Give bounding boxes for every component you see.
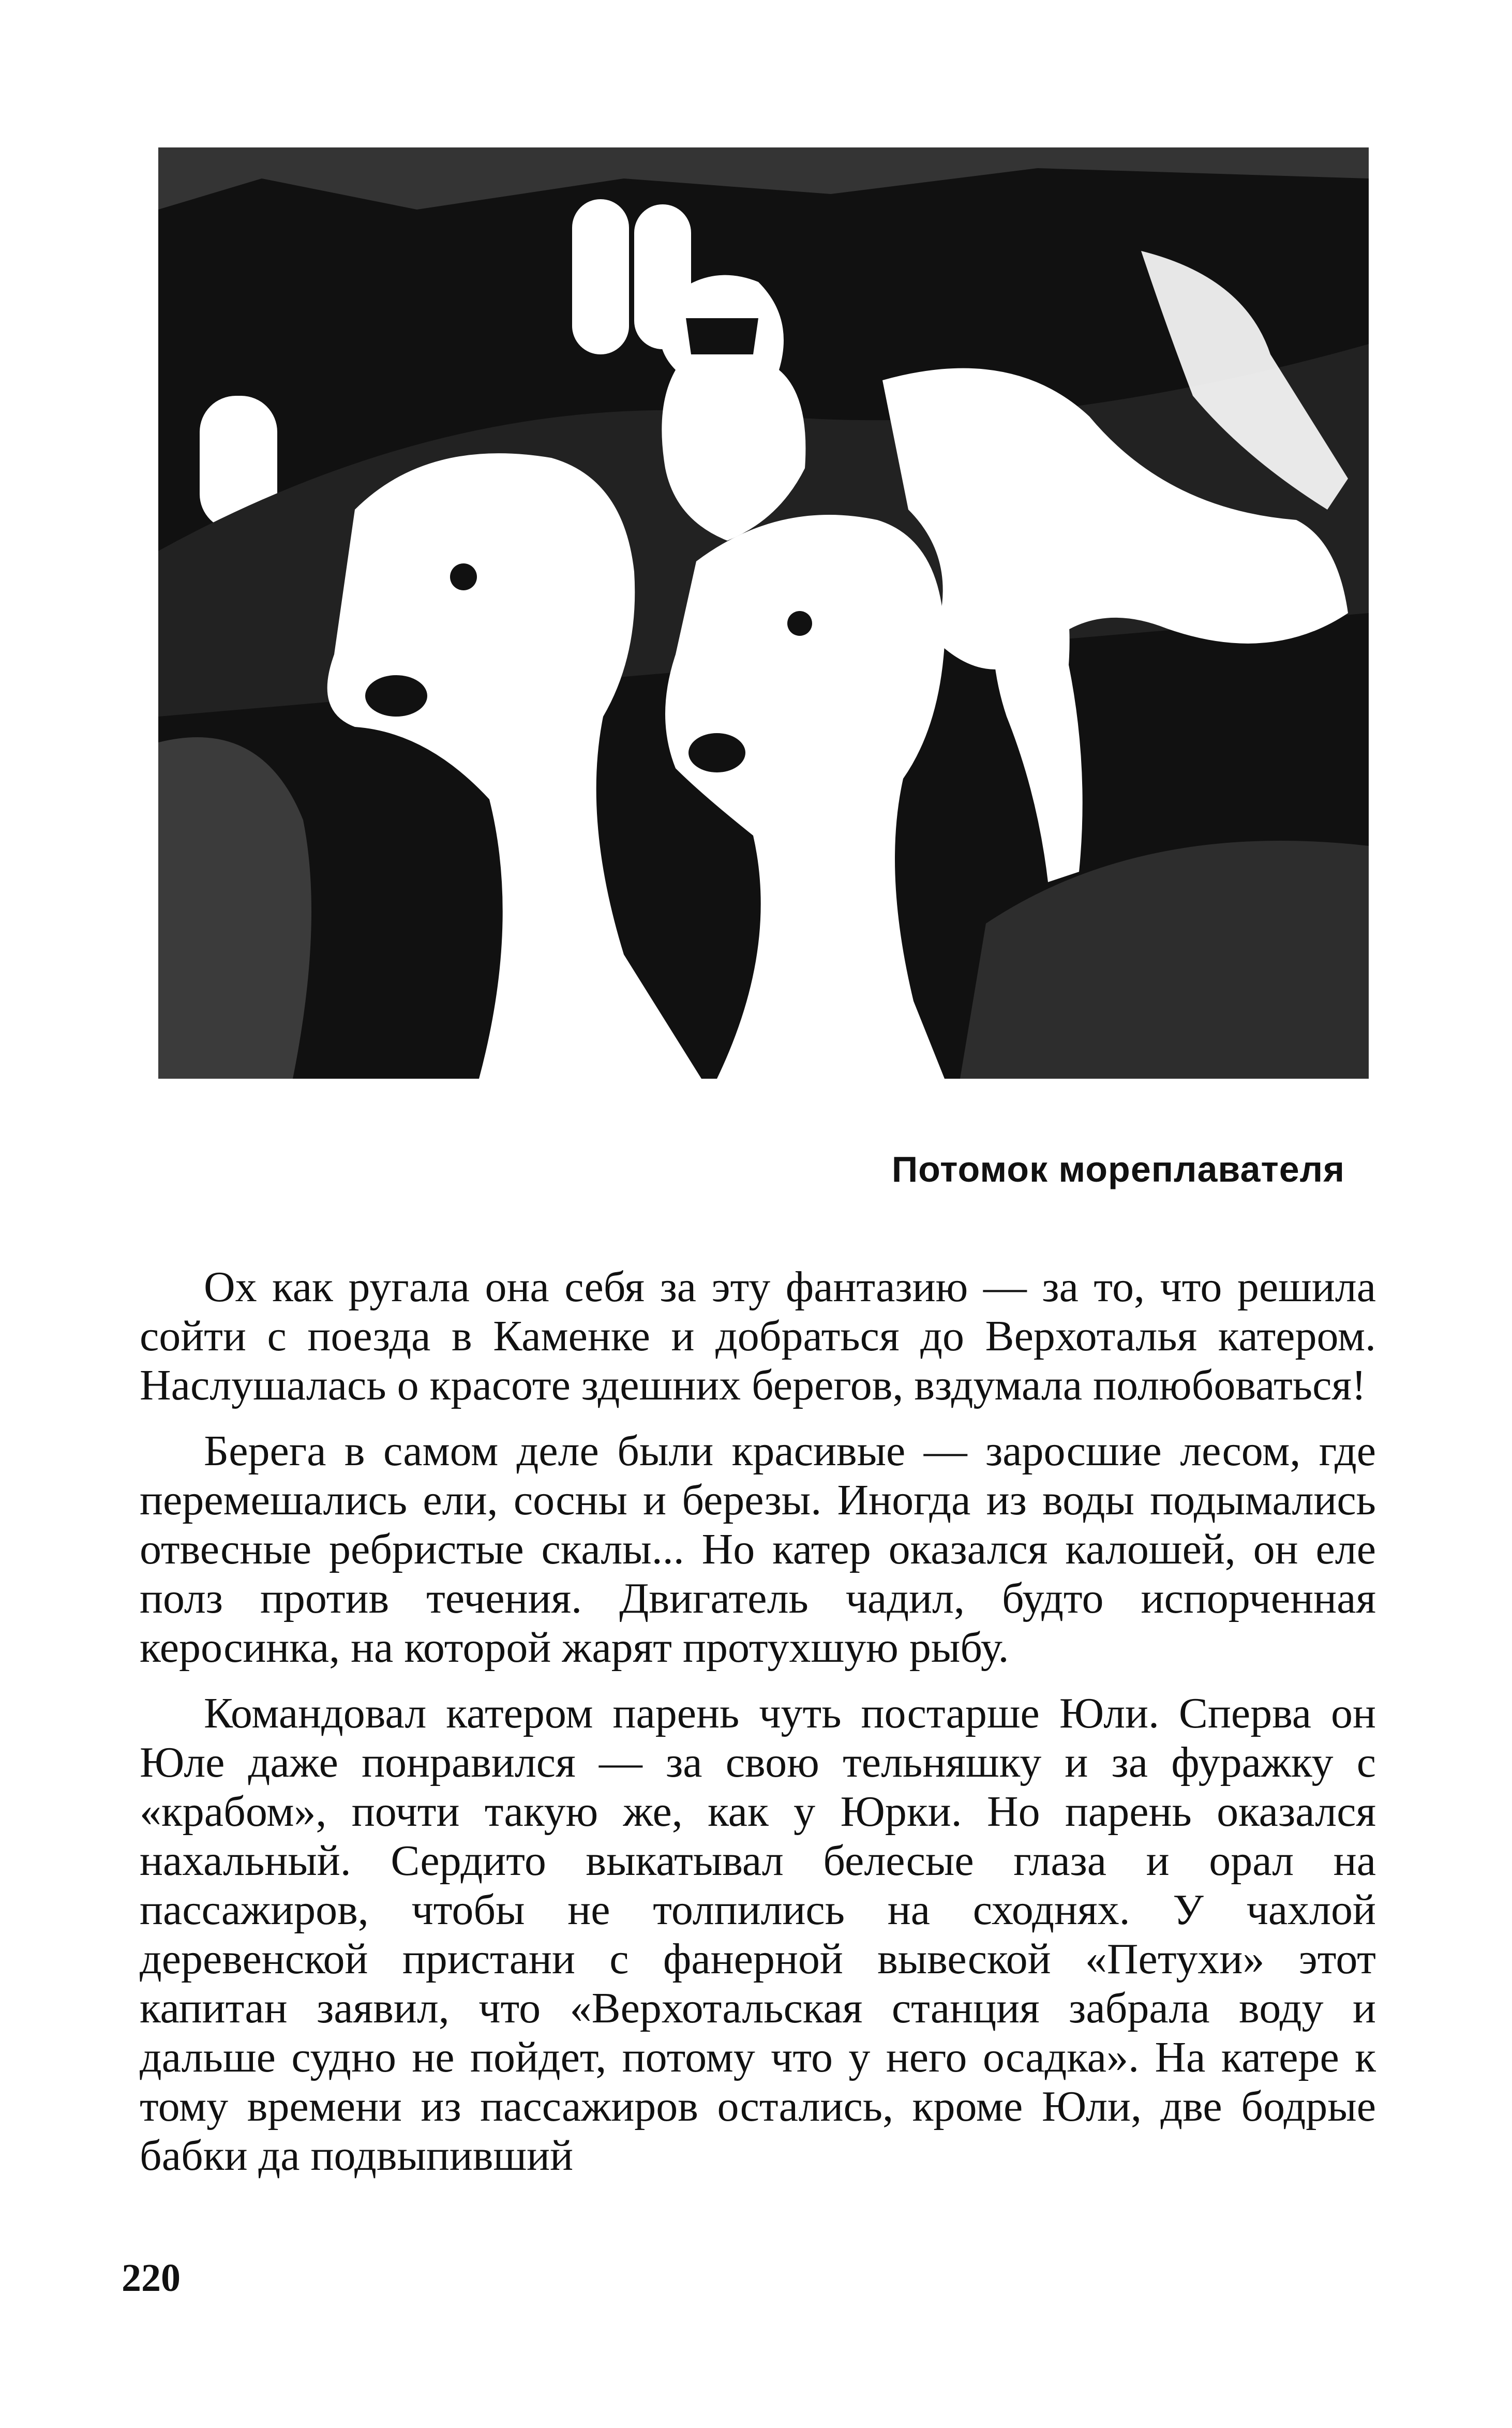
woodcut-illustration-riders-on-horses [158, 147, 1369, 1079]
paragraph: Берега в самом деле были красивые — заросшие лесом, где перемешались ели, сосны и березы. Иногда из воды подымались отвесные ребристые скалы... Но катер оказался калошей, он еле полз против течения. Двигатель чадил, будто испорченная керосинка, на которой жарят протухшую рыбу. [140, 1427, 1376, 1672]
illustration [158, 147, 1369, 1079]
chapter-title: Потомок мореплавателя [891, 1149, 1345, 1189]
paragraph: Ох как ругала она себя за эту фантазию — за то, что решила сойти с поезда в Каменке и добраться до Верхоталья катером. Наслушалась о красоте здешних берегов, вздумала полюбоваться! [140, 1263, 1376, 1409]
page-number: 220 [122, 2256, 181, 2300]
paragraph: Командовал катером парень чуть постарше Юли. Сперва он Юле даже понравился — за свою тельняшку и за фуражку с «крабом», почти такую же, как у Юрки. Но парень оказался нахальный. Сердито выкатывал белесые глаза и орал на пассажиров, чтобы не толпились на сходнях. У чахлой деревенской пристани с фанерной вывеской «Петухи» этот капитан заявил, что «Верхотальская станция забрала воду и дальше судно не пойдет, потому что у него осадка». На катере к тому времени из пассажиров остались, кроме Юли, две бодрые бабки да подвыпивший [140, 1689, 1376, 2180]
body-text [140, 1262, 1376, 2197]
